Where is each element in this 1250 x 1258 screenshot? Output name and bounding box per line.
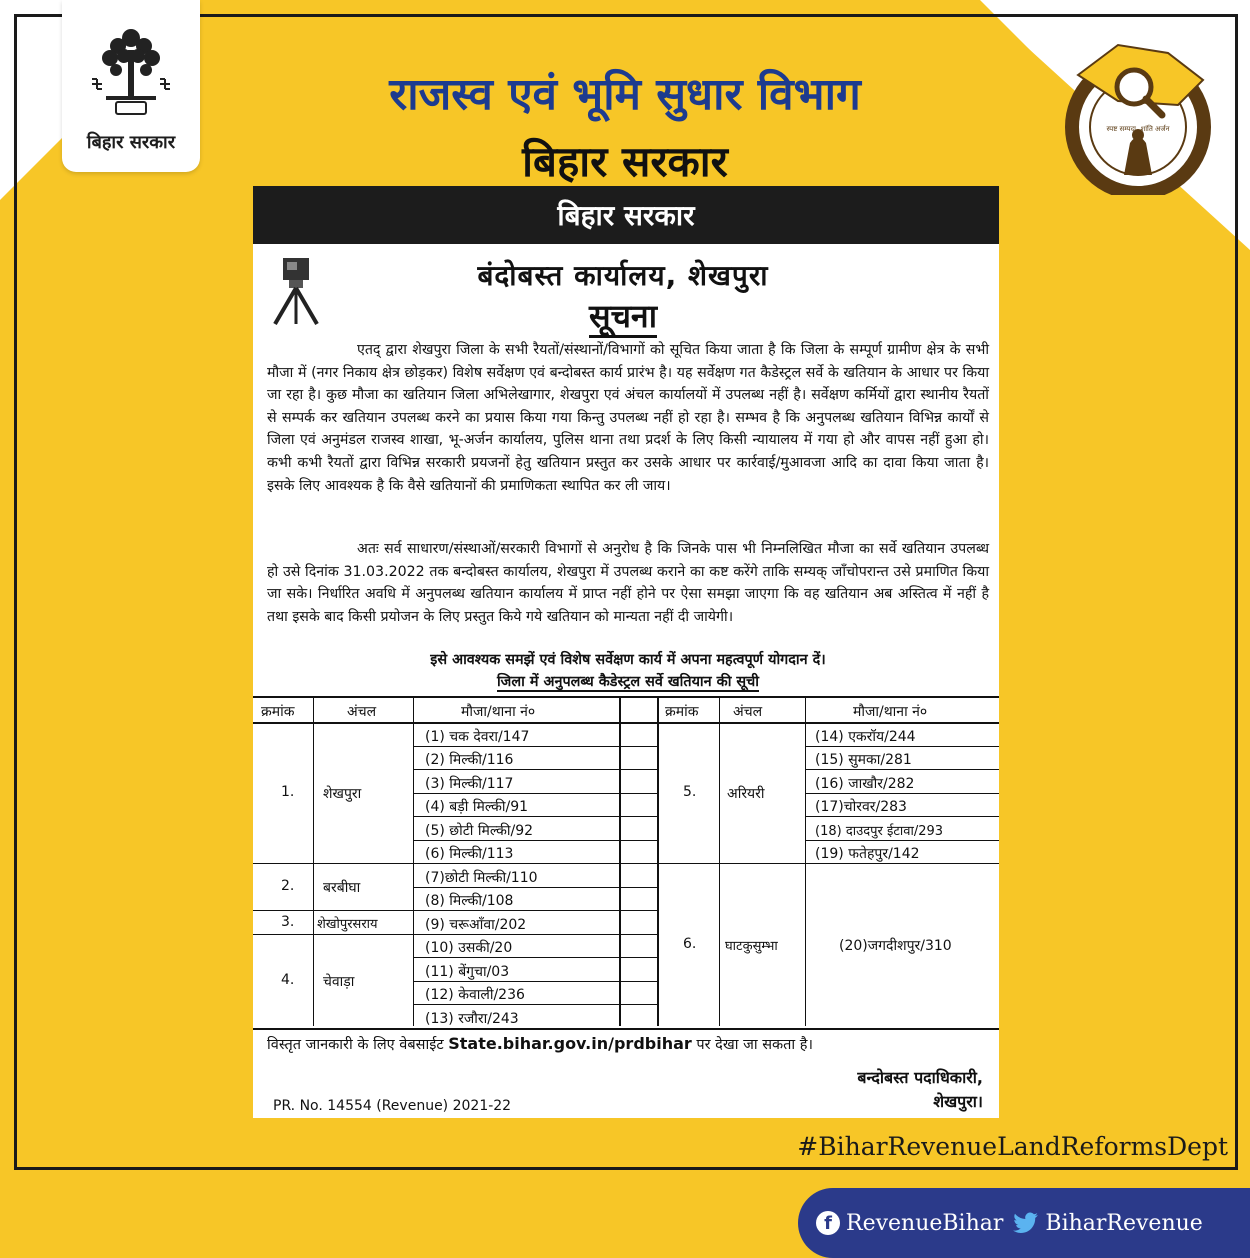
group-sn: 6. xyxy=(683,936,697,952)
mauza-entry: (18) दाउदपुर ईटावा/293 xyxy=(815,824,944,839)
website-prefix: विस्तृत जानकारी के लिए वेबसाईट xyxy=(267,1037,444,1053)
list-title xyxy=(267,672,989,691)
mauza-entry: (6) मिल्की/113 xyxy=(425,846,514,862)
notice-banner-title: बिहार सरकार xyxy=(557,199,695,232)
notice-title xyxy=(323,294,923,337)
twitter-handle[interactable]: BiharRevenue xyxy=(1045,1210,1203,1236)
mauza-entry: (8) मिल्की/108 xyxy=(425,893,514,909)
group-anchal: घाटकुसुम्भा xyxy=(725,939,778,954)
facebook-icon[interactable]: f xyxy=(816,1211,840,1235)
group-sn: 2. xyxy=(281,878,295,894)
header-sn-right: क्रमांक xyxy=(665,704,699,720)
mauza-entry: (20)जगदीशपुर/310 xyxy=(839,938,952,954)
appeal-line: इसे आवश्यक समझें एवं विशेष सर्वेक्षण कार्य में अपना महत्वपूर्ण योगदान दें। xyxy=(430,652,826,668)
group-anchal: अरियरी xyxy=(727,786,765,802)
facebook-handle[interactable]: RevenueBihar xyxy=(846,1210,1004,1236)
mauza-entry: (14) एकरॉय/244 xyxy=(815,729,916,745)
website-suffix: पर देखा जा सकता है। xyxy=(696,1037,813,1053)
notice-title-text: सूचना xyxy=(589,297,657,338)
group-sn: 3. xyxy=(281,914,295,930)
seal-inscription: स्पष्ट सम्पदा, शांति अर्जन xyxy=(1106,125,1170,133)
department-title: राजस्व एवं भूमि सुधार विभाग xyxy=(389,69,861,120)
mauza-entry: (12) केवाली/236 xyxy=(425,987,525,1003)
bodhi-tree-icon xyxy=(86,20,176,120)
mauza-entry: (9) चरूआँवा/202 xyxy=(425,917,527,933)
notice-document xyxy=(253,186,999,1118)
mauza-entry: (19) फतेहपुर/142 xyxy=(815,846,920,862)
mauza-entry: (16) जाखौर/282 xyxy=(815,776,915,792)
mauza-entry: (15) सुमका/281 xyxy=(815,752,912,768)
mauza-entry: (7)छोटी मिल्की/110 xyxy=(425,870,538,886)
mauza-entry: (5) छोटी मिल्की/92 xyxy=(425,823,534,839)
group-anchal: बरबीघा xyxy=(323,880,361,896)
notice-paragraph-2: अतः सर्व साधारण/संस्थाओं/सरकारी विभागों से अनुरोध है कि जिनके पास भी निम्नलिखित मौजा का सर्वे खतियान उपलब्ध हो उसे दिनांक 31.03.2022 तक बन्दोबस्त कार्यालय, शेखपुरा में उपलब्ध कराने का कष्ट करेंगे ताकि सम्यक् जाँचोपरान्त उसे प्रमाणित किया जा सके। निर्धारित अवधि में अनुपलब्ध खतियान कार्यालय में प्राप्त नहीं होने पर ऐसा समझा जाएगा कि वह खतियान अब अस्तित्व में नहीं है तथा इसके बाद किसी प्रयोजन के लिए प्रस्तुत किये गये खतियान को मान्यता नहीं दी जायेगी। xyxy=(267,541,989,625)
mauza-entry: (2) मिल्की/116 xyxy=(425,752,514,768)
mauza-entry: (13) रजौरा/243 xyxy=(425,1011,519,1027)
signatory-place: शेखपुरा। xyxy=(933,1092,983,1111)
header-anchal-right: अंचल xyxy=(733,704,763,720)
mauza-entry: (1) चक देवरा/147 xyxy=(425,729,530,745)
office-name: बंदोबस्त कार्यालय, शेखपुरा xyxy=(477,259,769,292)
group-sn: 4. xyxy=(281,972,295,988)
header-anchal-left: अंचल xyxy=(347,704,377,720)
theodolite-icon xyxy=(267,254,327,326)
group-anchal: चेवाड़ा xyxy=(323,974,355,990)
header-mauza-right: मौजा/थाना नं० xyxy=(853,704,928,720)
notice-paragraph-1: एतद् द्वारा शेखपुरा जिला के सभी रैयतों/संस्थानों/विभागों को सूचित किया जाता है कि जिला के सम्पूर्ण ग्रामीण क्षेत्र के सभी मौजा में (नगर निकाय क्षेत्र छोड़कर) विशेष सर्वेक्षण एवं बन्दोबस्त कार्य प्रारंभ है। यह सर्वेक्षण गत कैडेस्ट्रल सर्वे के खतियान के आधार पर किया जा रहा है। कुछ मौजा का खतियान जिला अभिलेखागार, शेखपुरा एवं अंचल कार्यालयों में उपलब्ध नहीं है। सर्वेक्षण कर्मियों द्वारा स्थानीय रैयतों से सम्पर्क कर खतियान उपलब्ध करने का प्रयास किया गया किन्तु उपलब्ध नहीं हो रहा है। सम्भव है कि अनुपलब्ध खतियान विभिन्न कार्यों से जिला एवं अनुमंडल राजस्व शाखा, भू-अर्जन कार्यालय, पुलिस थाना तथा प्रदर्श के लिए किसी न्यायालय में गया हो और वापस नहीं हुआ हो। कभी कभी रैयतों द्वारा विभिन्न सरकारी प्रयजनों हेतु खतियान प्रस्तुत कर उसके आधार पर कार्रवाई/मुआवजा आदि का दावा किया जाता है। इसके लिए आवश्यक है कि वैसे खतियानों की प्रमाणिकता स्थापित कर ली जाय। xyxy=(267,342,989,494)
hashtag[interactable]: #BiharRevenueLandReformsDept xyxy=(797,1132,1228,1161)
mauza-entry: (11) बेंगुचा/03 xyxy=(425,964,510,980)
mauza-entry: (4) बड़ी मिल्की/91 xyxy=(425,799,529,815)
list-title-text: जिला में अनुपलब्ध कैडेस्ट्रल सर्वे खतियान की सूची xyxy=(496,674,760,690)
group-sn: 5. xyxy=(683,784,697,800)
social-bar xyxy=(798,1188,1250,1258)
header-sn-left: क्रमांक xyxy=(261,704,295,720)
mauza-entry: (17)चोरवर/283 xyxy=(815,799,907,815)
header-mauza-left: मौजा/थाना नं० xyxy=(461,704,536,720)
website-link[interactable]: State.bihar.gov.in/prdbihar xyxy=(448,1034,692,1053)
pr-number: PR. No. 14554 (Revenue) 2021-22 xyxy=(273,1098,512,1114)
group-anchal: शेखोपुरसराय xyxy=(317,917,378,932)
survey-seal-icon xyxy=(1058,35,1218,195)
notice-banner xyxy=(253,186,999,244)
mauza-entry: (3) मिल्की/117 xyxy=(425,776,514,792)
group-anchal: शेखपुरा xyxy=(323,786,362,802)
mauza-entry: (10) उसकी/20 xyxy=(425,940,513,956)
twitter-icon[interactable] xyxy=(1013,1212,1039,1234)
website-line xyxy=(267,1034,989,1054)
mauza-table xyxy=(253,696,999,1030)
signatory-title: बन्दोबस्त पदाधिकारी, xyxy=(857,1068,983,1087)
logo-caption: बिहार सरकार xyxy=(86,132,176,153)
government-title: बिहार सरकार xyxy=(522,137,728,186)
group-sn: 1. xyxy=(281,784,295,800)
bihar-government-logo xyxy=(62,0,200,172)
